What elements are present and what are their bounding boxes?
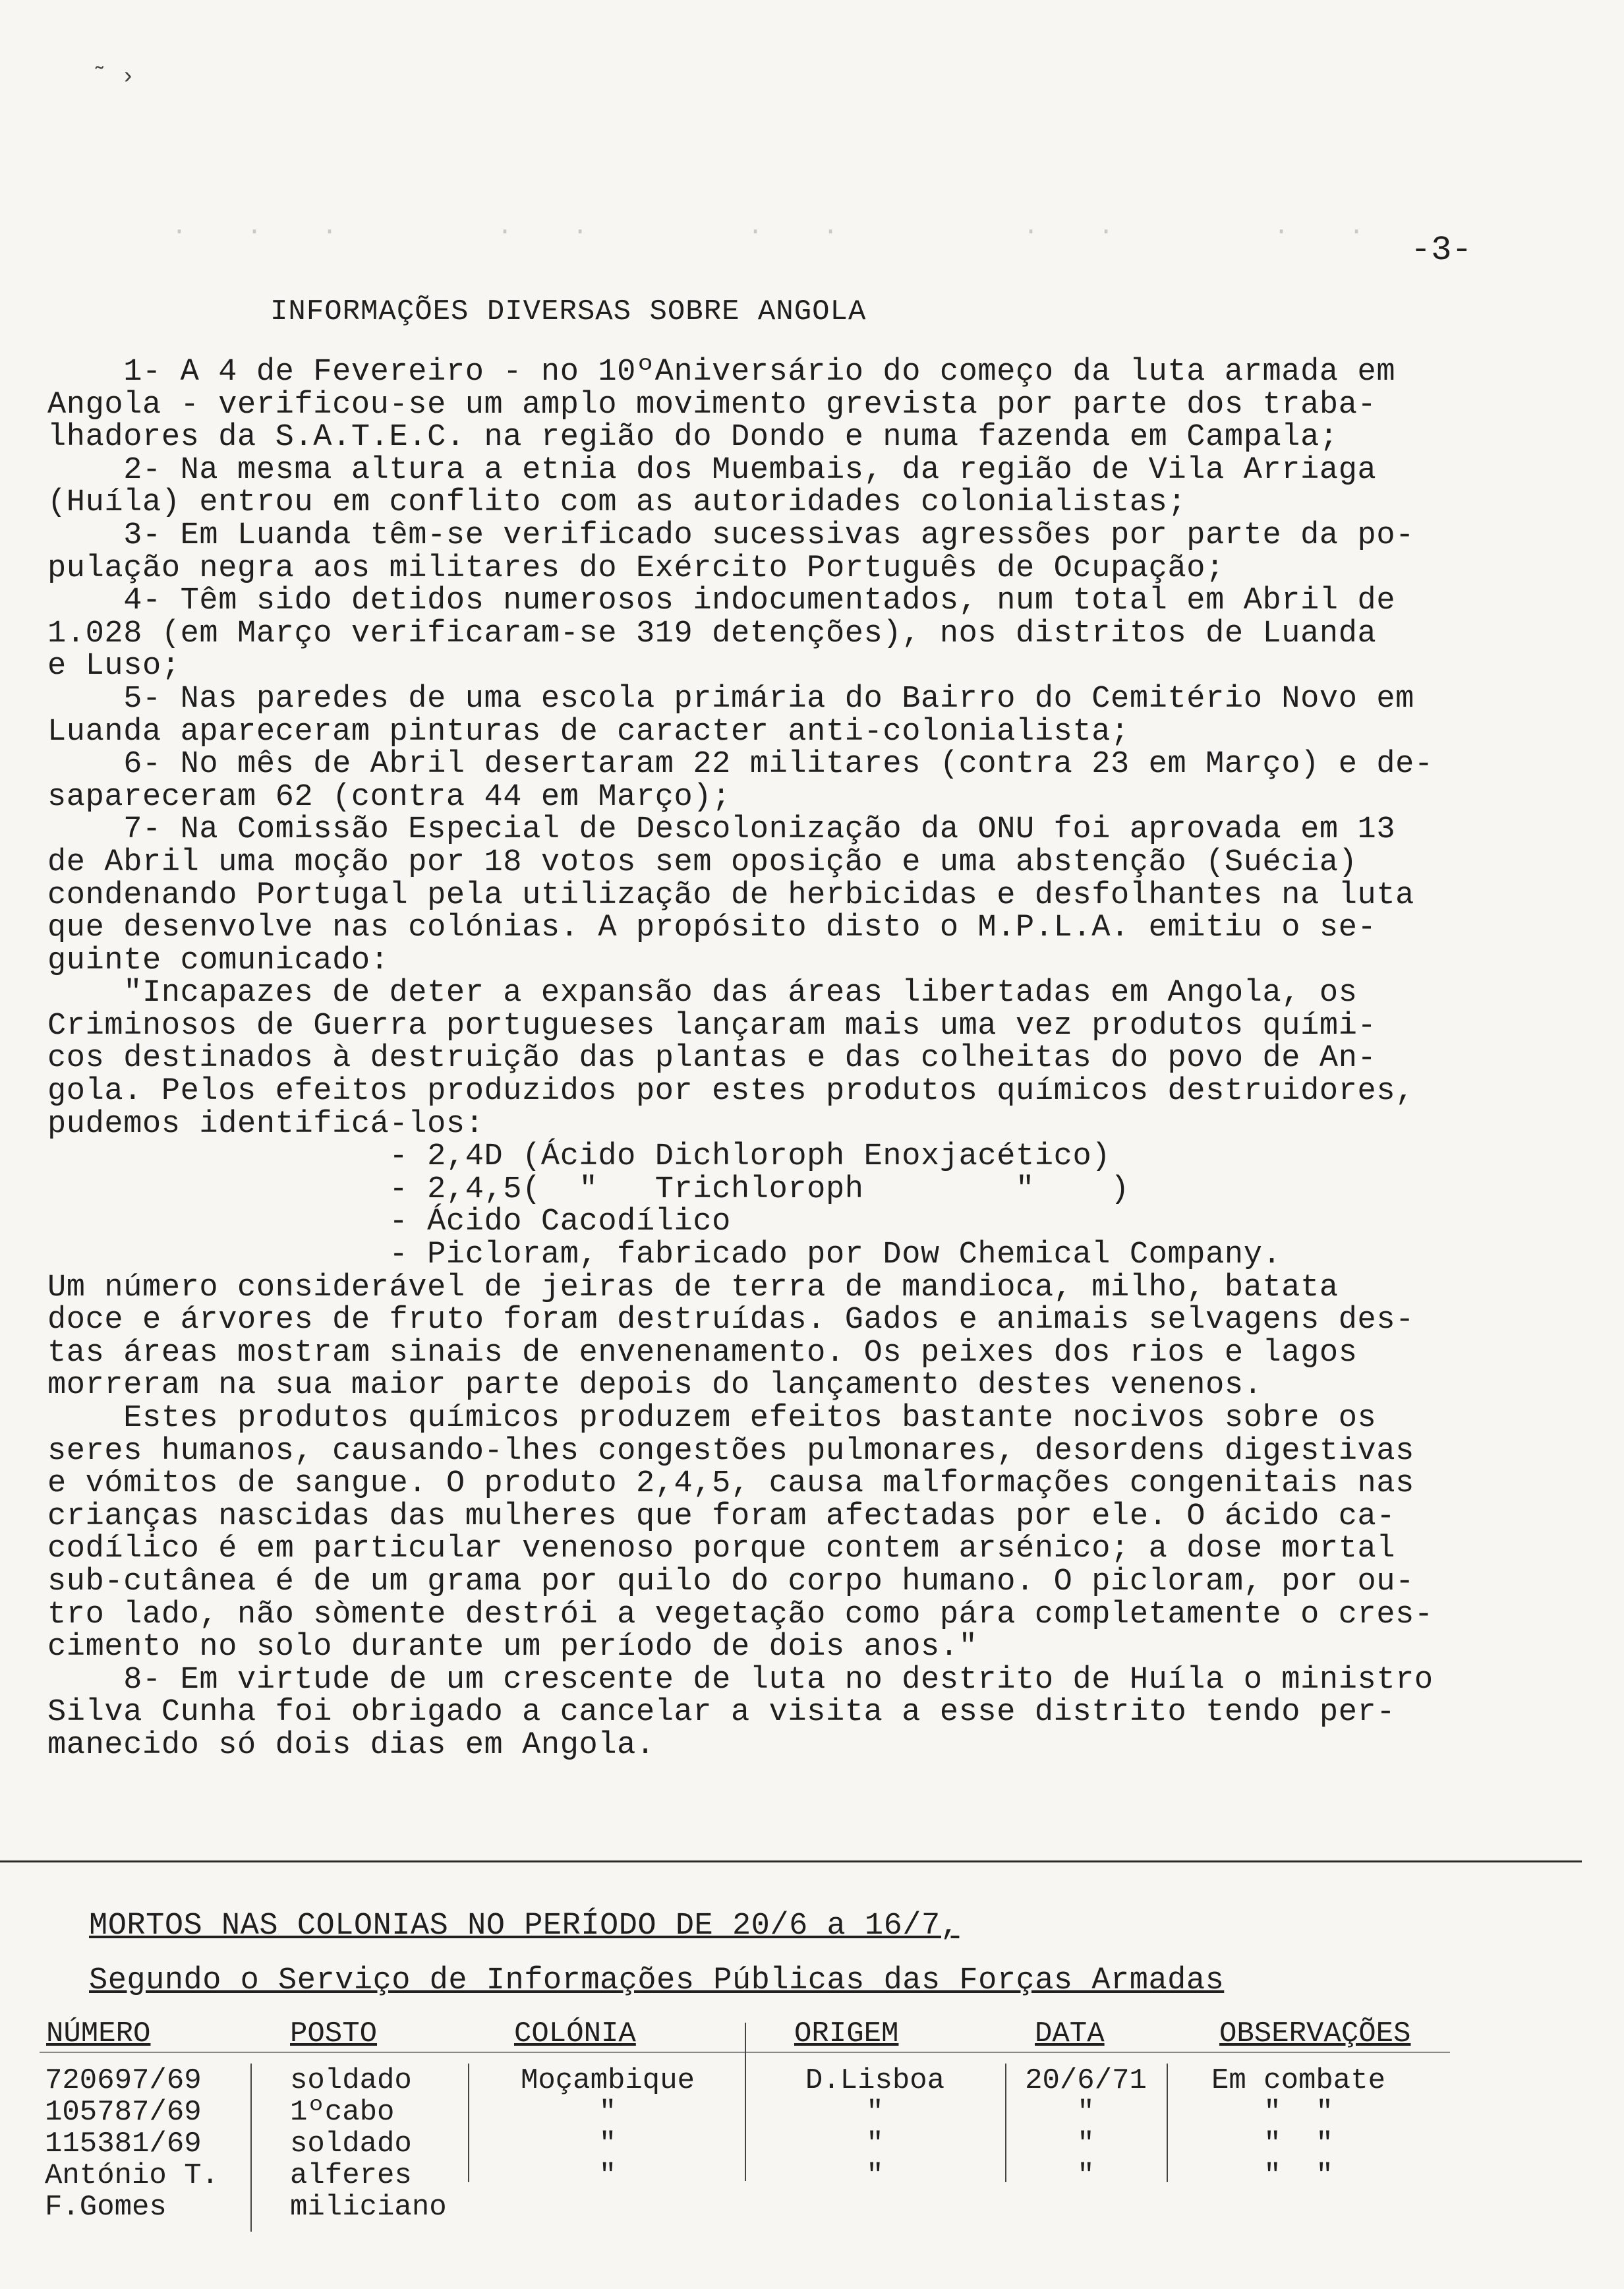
body-line: 2- Na mesma altura a etnia dos Muembais, da região de Vila Arriaga [47,452,1377,488]
table-cell: " " [1263,2096,1333,2129]
col-posto [290,2065,447,2223]
body-line: lhadores da S.A.T.E.C. na região do Dondo e numa fazenda em Campala; [47,420,1339,456]
body-line: Um número considerável de jeiras de terra de mandioca, milho, batata [47,1270,1339,1305]
table-cell: 105787/69 [45,2096,202,2129]
casualties-title: MORTOS NAS COLONIAS NO PERÍODO DE 20/6 a 16/7, [89,1909,960,1944]
table-cell: soldado [290,2064,412,2097]
column-separator [1167,2064,1168,2182]
table-cell: " [1077,2096,1095,2129]
body-line: 4- Têm sido detidos numerosos indocumentados, num total em Abril de [47,583,1396,619]
table-cell: " [1077,2127,1095,2160]
table-cell: F.Gomes [45,2191,167,2224]
casualties-source: Segundo o Serviço de Informações Públicas das Forças Armadas [89,1963,1225,1998]
body-line: sub-cutânea é de um grama por quilo do corpo humano. O picloram, por ou- [47,1564,1414,1599]
col-header-origem: ORIGEM [794,2017,899,2050]
column-separator [468,2064,469,2182]
section-divider [0,1860,1582,1862]
table-cell: " " [1263,2159,1333,2192]
table-cell: 1ºcabo [290,2096,395,2129]
col-origem [751,2065,999,2191]
col-header-posto: POSTO [290,2017,378,2050]
table-cell: 720697/69 [45,2064,202,2097]
col-observacoes [1209,2065,1387,2191]
col-header-observacoes: OBSERVAÇÕES [1219,2017,1411,2050]
body-line: - Ácido Cacodílico [47,1204,731,1240]
table-cell: " " [1263,2127,1333,2160]
table-cell: " [598,2096,617,2129]
document-title: INFORMAÇÕES DIVERSAS SOBRE ANGOLA [270,295,867,328]
body-line: morreram na sua maior parte depois do lançamento destes venenos. [47,1368,1263,1404]
body-line: 8- Em virtude de um crescente de luta no destrito de Huíla o ministro [47,1662,1434,1698]
column-separator [745,2023,746,2181]
body-line: Estes produtos químicos produzem efeitos bastante nocivos sobre os [47,1401,1377,1436]
body-text [47,356,1544,1762]
table-cell: alferes [290,2159,412,2192]
body-line: Angola - verificou-se um amplo movimento grevista por parte dos traba- [47,387,1377,423]
col-numero [45,2065,219,2223]
body-line: Silva Cunha foi obrigado a cancelar a visita a esse distrito tendo per- [47,1695,1396,1731]
table-cell: Em combate [1211,2064,1386,2097]
body-line: - 2,4D (Ácido Dichloroph Enoxjacético) [47,1139,1111,1175]
table-cell: soldado [290,2127,412,2160]
body-line: que desenvolve nas colónias. A propósito disto o M.P.L.A. emitiu o se- [47,910,1377,946]
col-header-colonia: COLÓNIA [514,2017,636,2050]
body-line: pudemos identificá-los: [47,1106,484,1142]
bleed-through-faint-text: · · · · · · · · · · · [171,218,1374,247]
body-line: gola. Pelos efeitos produzidos por estes produtos químicos destruidores, [47,1074,1414,1110]
body-line: 1- A 4 de Fevereiro - no 10ºAniversário do começo da luta armada em [47,355,1396,390]
body-line: sapareceram 62 (contra 44 em Março); [47,779,731,815]
col-header-numero: NÚMERO [46,2017,151,2050]
body-line: (Huíla) entrou em conflito com as autoridades colonialistas; [47,485,1187,521]
body-line: doce e árvores de fruto foram destruídas. Gados e animais selvagens des- [47,1303,1414,1338]
body-line: crianças nascidas das mulheres que foram afectadas por ele. O ácido ca- [47,1499,1396,1534]
body-line: de Abril uma moção por 18 votos sem oposição e uma abstenção (Suécia) [47,845,1358,880]
body-line: cos destinados à destruição das plantas e das colheitas do povo de An- [47,1041,1377,1077]
body-line: tro lado, não sòmente destrói a vegetação como pára completamente o cres- [47,1597,1434,1632]
body-line: codílico é em particular venenoso porque contem arsénico; a dose mortal [47,1531,1396,1567]
body-line: 7- Na Comissão Especial de Descolonização da ONU foi aprovada em 13 [47,812,1396,848]
table-cell: " [1077,2159,1095,2192]
col-header-data: DATA [1035,2017,1105,2050]
body-line: 1.028 (em Março verificaram-se 319 detenções), nos distritos de Luanda [47,616,1377,651]
body-line: Luanda apareceram pinturas de caracter anti-colonialista; [47,714,1130,750]
table-cell: António T. [45,2159,219,2192]
body-line: tas áreas mostram sinais de envenenamento. Os peixes dos rios e lagos [47,1335,1358,1371]
margin-scrawl: ˜ › [92,63,135,90]
body-line: pulação negra aos militares do Exército Português de Ocupação; [47,550,1225,586]
table-cell: 115381/69 [45,2127,202,2160]
body-line: - Picloram, fabricado por Dow Chemical Company. [47,1237,1282,1273]
body-line: 5- Nas paredes de uma escola primária do Bairro do Cemitério Novo em [47,681,1414,717]
body-line: seres humanos, causando-lhes congestões pulmonares, desordens digestivas [47,1433,1414,1469]
table-cell: D.Lisboa [805,2064,945,2097]
body-line: - 2,4,5( " Trichloroph " ) [47,1172,1130,1207]
table-cell: " [866,2096,884,2129]
table-cell: " [866,2159,884,2192]
table-cell: " [598,2127,617,2160]
page-number: -3- [1410,231,1472,270]
body-line: cimento no solo durante um período de dois anos." [47,1630,978,1665]
table-cell: 20/6/71 [1025,2064,1147,2097]
column-separator [250,2064,252,2232]
body-line: e Luso; [47,649,181,684]
body-line: 6- No mês de Abril desertaram 22 militares (contra 23 em Março) e de- [47,747,1434,783]
body-line: condenando Portugal pela utilização de herbicidas e desfolhantes na luta [47,877,1414,913]
table-cell: miliciano [290,2191,447,2224]
body-line: Criminosos de Guerra portugueses lançaram mais uma vez produtos quími- [47,1008,1377,1044]
table-cell: " [866,2127,884,2160]
table-cell: Moçambique [520,2064,695,2097]
body-line: e vómitos de sangue. O produto 2,4,5, causa malformações congenitais nas [47,1466,1414,1502]
col-colonia [476,2065,740,2191]
col-data [1008,2065,1163,2191]
body-line: "Incapazes de deter a expansão das áreas libertadas em Angola, os [47,976,1358,1011]
body-line: guinte comunicado: [47,943,390,978]
column-separator [1005,2064,1006,2182]
body-line: 3- Em Luanda têm-se verificado sucessivas agressões por parte da po- [47,518,1414,553]
table-cell: " [598,2159,617,2192]
body-line: manecido só dois dias em Angola. [47,1727,655,1763]
